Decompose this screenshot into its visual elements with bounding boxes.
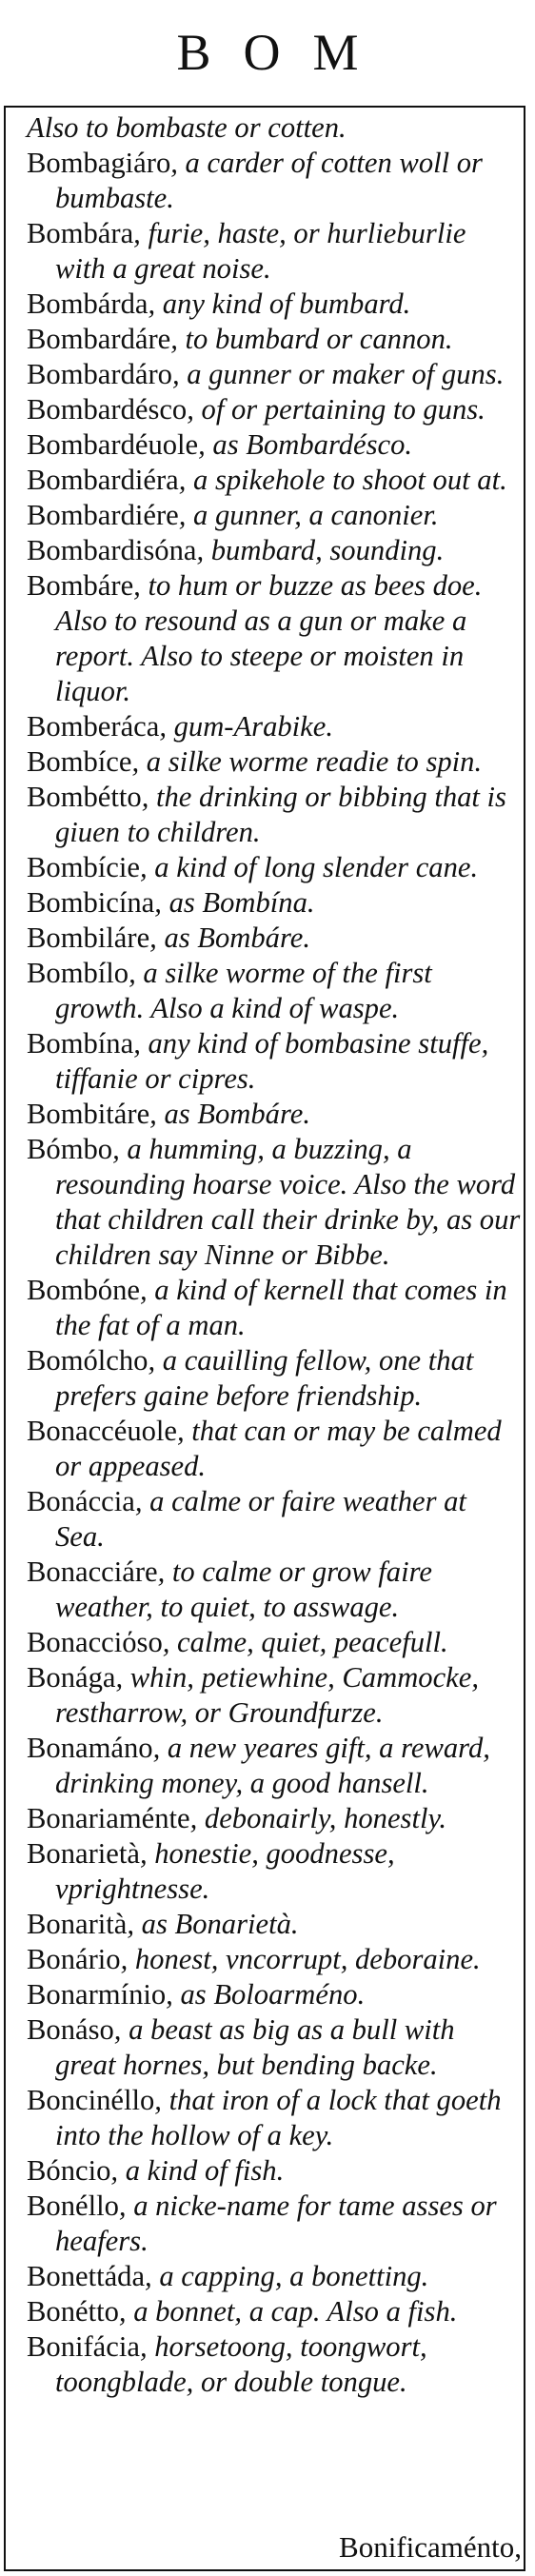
dictionary-entry [27, 392, 522, 427]
dictionary-entry [27, 1484, 522, 1555]
entry-headword: Bombardisóna [27, 534, 197, 566]
dictionary-entry [27, 885, 522, 921]
entry-definition: , as Bombína. [154, 886, 315, 919]
dictionary-entry [27, 850, 522, 885]
dictionary-entry [27, 709, 522, 744]
dictionary-entry [27, 2259, 522, 2294]
entry-headword: Bóncio [27, 2154, 111, 2187]
entry-headword: Bombicína [27, 886, 155, 919]
entry-definition: , a gunner, a canonier. [178, 499, 439, 531]
entry-definition: , a calme or faire weather at Sea. [55, 1485, 466, 1553]
entry-headword: Bonário [27, 1943, 121, 1975]
entry-headword: Bonettáda [27, 2260, 146, 2292]
entry-headword: Bombína [27, 1027, 134, 1060]
entry-definition: , gum-Arabike. [159, 710, 333, 743]
entry-headword: Bomólcho [27, 1344, 149, 1377]
entry-headword: Bonacciόso [27, 1626, 163, 1658]
dictionary-entry [27, 568, 522, 709]
entry-definition: , as Boloarméno. [166, 1978, 366, 2011]
entry-definition: , honestie, goodnesse, vprightnesse. [55, 1837, 395, 1905]
dictionary-entry [27, 322, 522, 357]
entry-definition: , a kind of fish. [110, 2154, 285, 2187]
entry-definition: , of or pertaining to guns. [187, 393, 485, 426]
entry-headword: Bonága [27, 1661, 116, 1694]
entry-definition: , as Bombardésco. [198, 428, 413, 461]
entry-definition: , a bonnet, a cap. Also a fish. [118, 2295, 458, 2328]
dictionary-entry [27, 1977, 522, 2012]
entry-headword: Bombóne [27, 1274, 140, 1306]
dictionary-entry [27, 780, 522, 850]
dictionary-entry [27, 1660, 522, 1731]
dictionary-entry [27, 146, 522, 216]
entry-definition: , a silke worme of the first growth. Also a kind of waspe. [55, 957, 432, 1024]
entry-headword: Bombétto [27, 781, 142, 813]
entry-headword: Bombardáro [27, 358, 172, 390]
entry-definition: , to bumbard or cannon. [170, 323, 453, 355]
entry-headword: Bonéllo [27, 2190, 119, 2222]
dictionary-entry [27, 2189, 522, 2259]
entry-definition: , calme, quiet, peacefull. [162, 1626, 448, 1658]
entry-definition: , as Bombáre. [149, 921, 310, 954]
dictionary-entry [27, 1026, 522, 1097]
entry-definition: , any kind of bumbard. [148, 287, 411, 320]
dictionary-entry [27, 956, 522, 1026]
entry-definition: , the drinking or bibbing that is giuen to children. [55, 781, 506, 848]
entry-headword: Bombiláre [27, 921, 150, 954]
entry-headword: Bonarietà [27, 1837, 140, 1870]
dictionary-entry [27, 921, 522, 956]
dictionary-entry [27, 1555, 522, 1625]
dictionary-entry [27, 1942, 522, 1977]
entry-definition: Also to bombaste or cotten. [27, 111, 347, 144]
entry-definition: , a humming, a buzzing, a resounding hoarse voice. Also the word that children call their drinke by, as our children say Ninne or Bibbe. [55, 1133, 521, 1271]
entry-headword: Bombardésco [27, 393, 188, 426]
entry-headword: Bombardáre [27, 323, 171, 355]
entry-definition: , a kind of kernell that comes in the fat of a man. [55, 1274, 507, 1341]
entry-definition: , a beast as big as a bull with great hornes, but bending backe. [55, 2013, 455, 2081]
entry-definition: , any kind of bombasine stuffe, tiffanie or cipres. [55, 1027, 489, 1095]
entry-headword: Bombardiéra [27, 464, 179, 496]
dictionary-entry [27, 110, 522, 146]
entry-definition: , to hum or buzze as bees doe. Also to resound as a gun or make a report. Also to steepe or moisten in liquor. [55, 569, 483, 707]
dictionary-entry [27, 1625, 522, 1660]
entry-definition: , to calme or grow faire weather, to quiet, to asswage. [55, 1556, 432, 1623]
entry-definition: , bumbard, sounding. [196, 534, 445, 566]
entry-definition: , as Bombáre. [149, 1098, 310, 1130]
dictionary-entry [27, 357, 522, 392]
entry-definition: , that can or may be calmed or appeased. [55, 1415, 502, 1482]
page-header [0, 0, 535, 86]
entry-headword: Bombárda [27, 287, 149, 320]
entry-definition: , a capping, a bonetting. [145, 2260, 429, 2292]
dictionary-entry [27, 498, 522, 533]
entry-headword: Bonariaménte [27, 1802, 190, 1834]
dictionary-entry [27, 1801, 522, 1836]
entry-headword: Bombílo [27, 957, 129, 989]
entry-headword: Bomberáca [27, 710, 160, 743]
dictionary-entry [27, 2083, 522, 2153]
entry-headword: Bombagiáro [27, 147, 171, 179]
entry-headword: Bonacciáre [27, 1556, 158, 1588]
entry-headword: Bonamáno [27, 1732, 153, 1764]
entry-headword: Bombície [27, 851, 140, 883]
dictionary-entry [27, 463, 522, 498]
entry-headword: Boncinéllo [27, 2084, 155, 2116]
entry-headword: Bonáso [27, 2013, 114, 2046]
dictionary-entry [27, 2329, 522, 2400]
dictionary-entry [27, 2012, 522, 2083]
entry-headword: Bonifácia [27, 2330, 140, 2363]
entry-headword: Bómbo [27, 1133, 113, 1165]
entry-definition: , a gunner or maker of guns. [171, 358, 505, 390]
entry-headword: Bombára [27, 217, 134, 249]
entry-definition: , that iron of a lock that goeth into the hollow of a key. [55, 2084, 502, 2151]
dictionary-entry [27, 1414, 522, 1484]
entry-headword: Bombardéuole [27, 428, 199, 461]
dictionary-entry [27, 1097, 522, 1132]
entry-headword: Bonáccia [27, 1485, 135, 1517]
entry-headword: Bombíce [27, 745, 132, 778]
entry-definition: , furie, haste, or hurlieburlie with a great noise. [55, 217, 466, 285]
dictionary-entry [27, 2153, 522, 2189]
dictionary-entry [27, 744, 522, 780]
entry-headword: Bonarmínio [27, 1978, 167, 2011]
dictionary-entry [27, 287, 522, 322]
entry-headword: Bonaccéuole [27, 1415, 177, 1447]
entry-definition: , a nicke-name for tame asses or heafers. [55, 2190, 497, 2257]
entry-definition: , whin, petiewhine, Cammocke, restharrow, or Groundfurze. [55, 1661, 479, 1729]
dictionary-entry [27, 533, 522, 568]
entry-headword: Bonarità [27, 1908, 128, 1940]
dictionary-entry [27, 1731, 522, 1801]
dictionary-entry [27, 1836, 522, 1907]
entry-definition: , as Bonarietà. [127, 1908, 299, 1940]
dictionary-entry [27, 427, 522, 463]
running-head: BOM [176, 24, 391, 81]
entry-headword: Bombáre [27, 569, 134, 602]
entry-definition: , a spikehole to shoot out at. [178, 464, 507, 496]
catchword: Bonificaménto, [339, 2530, 522, 2564]
dictionary-entry [27, 2294, 522, 2329]
dictionary-entry [27, 1343, 522, 1414]
entry-definition: , a cauilling fellow, one that prefers gaine before friendship. [55, 1344, 474, 1412]
entry-definition: , honest, vncorrupt, deboraine. [120, 1943, 481, 1975]
entry-definition: , debonairly, honestly. [189, 1802, 446, 1834]
entry-definition: , a carder of cotten woll or bumbaste. [55, 147, 483, 214]
entry-definition: , a kind of long slender cane. [139, 851, 479, 883]
entry-definition: , horsetoong, toongwort, toongblade, or double tongue. [55, 2330, 427, 2398]
entry-definition: , a new yeares gift, a reward, drinking money, a good hansell. [55, 1732, 490, 1799]
entry-headword: Bonétto [27, 2295, 119, 2328]
dictionary-entry [27, 1132, 522, 1273]
dictionary-column [27, 110, 522, 2400]
entry-headword: Bombardiére [27, 499, 179, 531]
dictionary-entry [27, 216, 522, 287]
dictionary-entry [27, 1273, 522, 1343]
dictionary-entry [27, 1907, 522, 1942]
entry-headword: Bombitáre [27, 1098, 150, 1130]
entry-definition: , a silke worme readie to spin. [131, 745, 483, 778]
